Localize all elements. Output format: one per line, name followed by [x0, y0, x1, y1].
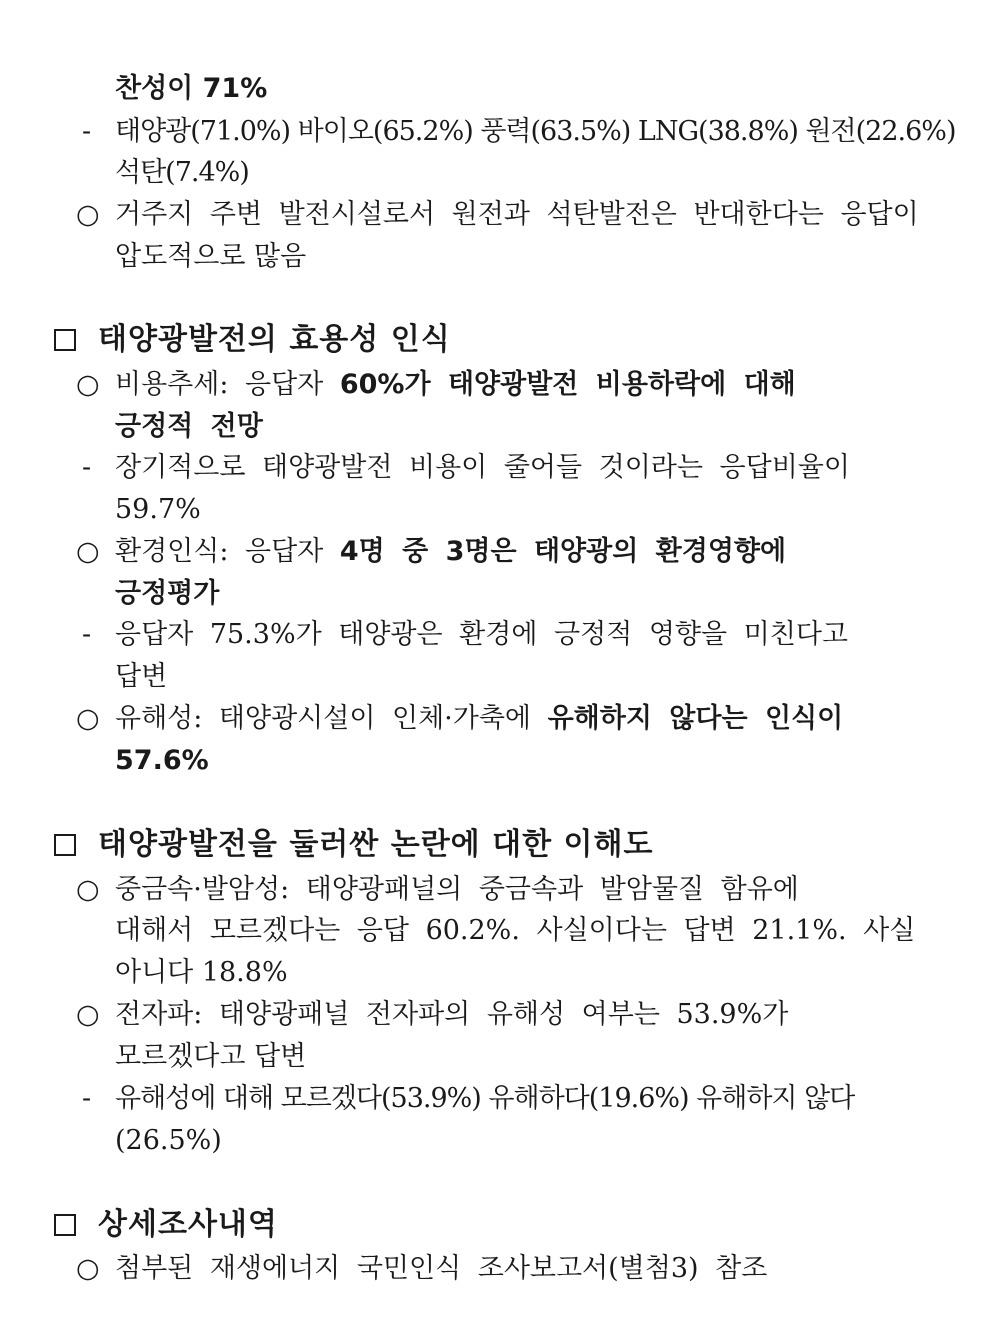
s1-bullet-harm: [115, 702, 843, 736]
s1-bullet-env: [115, 535, 786, 569]
s1-dash-cost: 장기적으로 태양광발전 비용이 줄어들 것이라는 응답비율이: [115, 452, 850, 483]
s1-bullet-harm-bold: 유해하지 않다는 인식이: [547, 703, 844, 734]
bullet-marker: ○: [76, 703, 100, 734]
dash-marker: -: [82, 1083, 92, 1114]
dash-marker: -: [82, 452, 92, 483]
s2-bullet-emf: 전자파: 태양광패널 전자파의 유해성 여부는 53.9%가: [115, 999, 789, 1030]
s1-bullet-env-bold: 4명 중 3명은 태양광의 환경영향에: [339, 536, 787, 567]
section-heading-text: 태양광발전을 둘러싼 논란에 대한 이해도: [98, 827, 654, 862]
bullet-marker: ○: [76, 874, 100, 905]
s2-dash-emf: 유해성에 대해 모르겠다(53.9%) 유해하다(19.6%) 유해하지 않다: [115, 1083, 855, 1114]
s1-bullet-cost-bold: 60%가 태양광발전 비용하락에 대해: [339, 369, 796, 400]
top-dash-text: 태양광(71.0%) 바이오(65.2%) 풍력(63.5%) LNG(38.8%) 원전(22.6%): [115, 116, 956, 147]
section-heading-efficacy: [54, 323, 451, 357]
checkbox-square-icon: [54, 1214, 76, 1236]
s1-dash-env: 응답자 75.3%가 태양광은 환경에 긍정적 영향을 미친다고: [115, 619, 848, 650]
s2-bullet-metal: 중금속·발암성: 태양광패널의 중금속과 발암물질 함유에: [115, 874, 799, 905]
s1-bullet-harm-cont: 57.6%: [115, 745, 209, 776]
s1-bullet-env-plain: 환경인식: 응답자: [115, 536, 340, 567]
checkbox-square-icon: [54, 329, 76, 351]
s1-dash-cost-cont: 59.7%: [115, 494, 201, 525]
s1-bullet-cost-cont: 긍정적 전망: [115, 411, 263, 442]
s2-bullet-emf-cont: 모르겠다고 답변: [115, 1041, 307, 1072]
section-heading-details: [54, 1208, 278, 1242]
dash-marker: -: [82, 619, 92, 650]
s1-dash-env-cont: 답변: [115, 661, 168, 692]
s1-bullet-env-cont: 긍정평가: [115, 578, 220, 609]
top-line-approval: 찬성이 71%: [115, 73, 268, 104]
s2-dash-emf-cont: (26.5%): [115, 1125, 222, 1156]
checkbox-square-icon: [54, 834, 76, 856]
bullet-marker: ○: [76, 199, 100, 230]
top-bullet-cont: 압도적으로 많음: [115, 241, 307, 272]
section-heading-controversy: [54, 828, 653, 862]
s2-bullet-metal-cont2: 아니다 18.8%: [115, 957, 288, 988]
top-bullet-text: 거주지 주변 발전시설로서 원전과 석탄발전은 반대한다는 응답이: [115, 199, 919, 230]
s3-bullet-attachment: 첨부된 재생에너지 국민인식 조사보고서(별첨3) 참조: [115, 1253, 768, 1284]
section-heading-text: 상세조사내역: [98, 1207, 278, 1242]
s1-bullet-cost-plain: 비용추세: 응답자: [115, 369, 340, 400]
s1-bullet-cost: [115, 368, 796, 402]
s1-bullet-harm-plain: 유해성: 태양광시설이 인체·가축에: [115, 703, 548, 734]
bullet-marker: ○: [76, 369, 100, 400]
s2-bullet-metal-cont1: 대해서 모르겠다는 응답 60.2%. 사실이다는 답변 21.1%. 사실: [115, 915, 916, 946]
dash-marker: -: [82, 116, 92, 147]
top-dash-cont: 석탄(7.4%): [115, 157, 249, 188]
section-heading-text: 태양광발전의 효용성 인식: [98, 322, 451, 357]
bullet-marker: ○: [76, 1253, 100, 1284]
bullet-marker: ○: [76, 536, 100, 567]
bullet-marker: ○: [76, 999, 100, 1030]
